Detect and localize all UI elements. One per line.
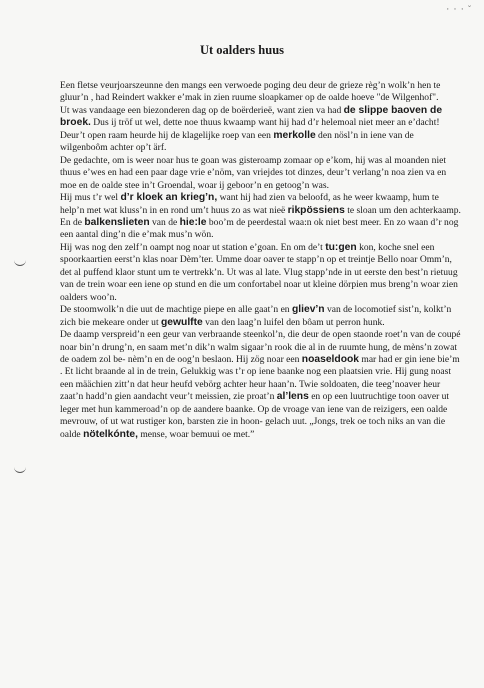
paragraph-text: mar had er gin iene bie’m . Et licht braande al in de trein, Gelukkig was t’r op iene baanke nog een plaatsien vrie. Hij gung noast een määchien zitt’n dat heur heufd vebörg achter heur haan’n. Twie soldoaten, die teeg’noaver heur zaat’n hadd’n gien aandacht veur’t meissien, zie proat’n (60, 353, 460, 403)
paragraph (60, 105, 462, 130)
dialect-term: hie:le (179, 216, 207, 228)
paragraph-text: te sloan um den achterkaamp. En de (60, 204, 461, 228)
paragraph-text: Hij was nog den zelf’n oampt nog noar ut station e’goan. En om de’t (60, 241, 326, 253)
paragraph (60, 192, 462, 242)
paragraph-text: De stoomwolk’n die uut de machtige piepe en alle gaat’n en (60, 304, 292, 316)
margin-mark (14, 466, 26, 473)
dialect-term: nötelkónte, (83, 428, 138, 440)
paragraph-text: want hij had zien va beloofd, as he weer kwaamp, hum te help’n met wat kluss’n in en rond um’t huus zo as wat nieë (60, 192, 439, 216)
paragraph-text: en op een luutruchtige toon oaver ut leger met hun kammeroad’n op de aandere baanke. Op de vroage van iene van de reizigers, een oalde mevrouw, of ut wat rustiger kon, barsten zie in hoon- gelach uut. „Jongs, trek oe toch niks an van die oalde (60, 391, 450, 440)
corner-mark: · · · ˘ (446, 4, 472, 14)
paragraph-text: van de (149, 216, 180, 228)
dialect-term: tu:gen (325, 241, 357, 253)
paragraph-text: De daamp verspreid’n een geur van verbraande steenkol’n, die deur de open staonde roet’n van de coupé noar bin’n drung’n, en saam met’n dik’n walm sigaar’n rook die al in de ruumte hung, de mèns’n zowat de oadem zol be- nèm’n en de oog’n beslaon. Hij zög noar een (60, 329, 461, 365)
paragraph-text: Dus ij tröf ut wel, dette noe thuus kwaamp want hij had d’r helemoal niet meer an e’dacht! (90, 117, 440, 129)
page-title: Ut oalders huus (199, 43, 285, 57)
paragraph-text: Deur’t open raam heurde hij de klagelijke roep van een (60, 129, 274, 141)
dialect-term: balkenslieten (84, 216, 150, 228)
margin-mark (14, 259, 26, 266)
paragraph (60, 80, 462, 105)
paragraph (60, 329, 462, 441)
paragraph-text: kon, koche snel een spoorkaartien eerst’n klas noar Dèm’ter. Umme doar oaver te stapp’n op et treintje Bello noar Omm’n, det al puffend klaor stunt um te vertrekk’n. Ut was al late. Vlug stapp’nde in ut eerste den best’n rietuug van de trein woar een iene op stund en die um confortabel noar ut kleine dörpien mus breng’n woar zien oalders woo’n. (60, 241, 458, 303)
paragraph (60, 155, 462, 192)
dialect-term: rikpössiens (287, 204, 345, 216)
paragraph (60, 130, 462, 155)
dialect-term: noaseldook (301, 353, 359, 365)
dialect-term: d’r kloek an krieg’n, (120, 192, 218, 204)
paragraph (60, 304, 462, 329)
paragraph-text: De gedachte, om is weer noar hus te goan was gisteroamp zomaar op e’kom, hij was al moanden niet thuus e’wes en had een paar dage vrie e’nöm, van vriejdes tot dinzes, deur’t verlang’n noa zien va en moe en de oalde stee in’t Groendal, woar ij geboor’n en getoog’n was. (60, 154, 447, 191)
paragraph-text: mense, woar bemuui oe met.” (137, 428, 255, 440)
paragraph-text: Hij mus t’r wel (60, 192, 121, 204)
dialect-term: de slippe baoven de broek. (60, 104, 443, 129)
body-text (60, 80, 462, 441)
paragraph-text: van de locomotief sist’n, kolkt’n zich bie mekeare onder ut (60, 304, 452, 328)
dialect-term: gliev’n (291, 304, 325, 316)
dialect-term: gewulfte (161, 316, 203, 328)
paragraph-text: den nösl’n in iene van de wilgenboôm achter op’t ärf. (60, 129, 414, 154)
paragraph-text: van den laag’n luifel den bôam ut perron hunk. (202, 316, 385, 328)
paragraph-text: Ut was vandaage een biezonderen dag op de boërderieë, want zien va had (60, 104, 344, 116)
paragraph-text: boo’m de peerdestal waa:n ok niet best meer. En zo waan d’r nog een aantal ding’n die e’mak mus’n wön. (60, 216, 459, 241)
paragraph-text: Een fletse veurjoarszeunne den mangs een verwoede poging deu deur de grieze règ’n wolk’n hen te gluur’n , had Reindert wakker e’mak in zien ruume sloapkamer op de oalde hoeve "de Wilgenhof". (60, 80, 441, 104)
paragraph (60, 242, 462, 304)
dialect-term: al’lens (276, 391, 309, 403)
dialect-term: merkolle (273, 129, 316, 141)
